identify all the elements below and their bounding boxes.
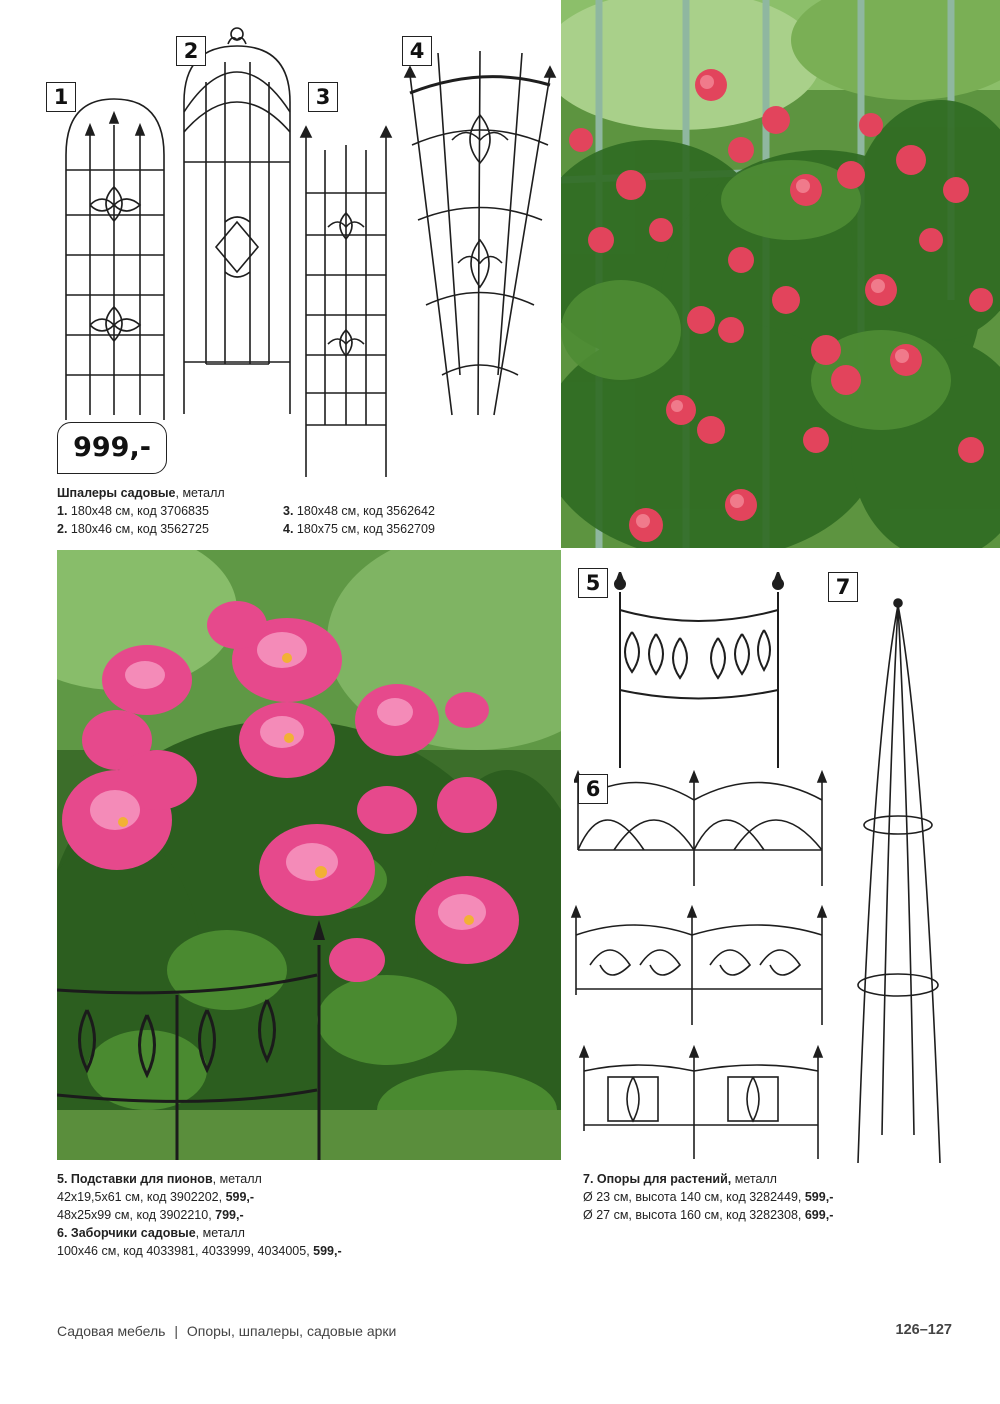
item-number-5: 5 <box>578 568 608 598</box>
trellis-4-illustration <box>402 45 560 420</box>
plant-support-caption-title <box>583 1170 777 1188</box>
variant-text: 180х75 см, код 3562709 <box>293 522 435 536</box>
rose-bush-photo <box>561 0 1000 548</box>
plant-support-obelisk-illustration <box>852 595 946 1165</box>
fence-title: 6. Заборчики садовые <box>57 1226 196 1240</box>
peony-stand-title: 5. Подставки для пионов <box>57 1172 213 1186</box>
garden-fence-illustration-a <box>574 770 828 888</box>
variant-text: 180х48 см, код 3706835 <box>67 504 209 518</box>
garden-fence-illustration-b <box>570 905 828 1027</box>
variant-number: 4. <box>283 522 294 536</box>
plant-support-variant-1 <box>583 1188 833 1206</box>
item-number-7: 7 <box>828 572 858 602</box>
trellis-price: 999,- <box>57 422 167 474</box>
peony-bush-photo <box>57 550 561 1160</box>
plant-support-material: металл <box>731 1172 777 1186</box>
garden-fence-illustration-c <box>578 1045 824 1161</box>
item-number-3: 3 <box>308 82 338 112</box>
trellis-title: Шпалеры садовые <box>57 486 176 500</box>
variant-text: 180х46 см, код 3562725 <box>67 522 209 536</box>
fence-variant-1 <box>57 1242 342 1260</box>
trellis-caption-title <box>57 484 225 502</box>
item-number-4: 4 <box>402 36 432 66</box>
peony-stand-caption-title <box>57 1170 262 1188</box>
variant-text: 42х19,5х61 см, код 3902202, <box>57 1190 226 1204</box>
item-number-1: 1 <box>46 82 76 112</box>
variant-price: 699,- <box>804 1208 834 1222</box>
trellis-variant-3 <box>283 502 435 520</box>
variant-text: 48х25х99 см, код 3902210, <box>57 1208 216 1222</box>
item-number-2: 2 <box>176 36 206 66</box>
peony-stand-variant-1 <box>57 1188 254 1206</box>
plant-support-title: 7. Опоры для растений, <box>583 1172 732 1186</box>
variant-price: 599,- <box>225 1190 255 1204</box>
footer-subsection: Опоры, шпалеры, садовые арки <box>186 1323 397 1339</box>
variant-number: 2. <box>57 522 68 536</box>
trellis-3-illustration <box>298 125 393 480</box>
trellis-variant-1 <box>57 502 209 520</box>
item-number-6: 6 <box>578 774 608 804</box>
variant-text: Ø 27 см, высота 160 см, код 3282308, <box>583 1208 805 1222</box>
variant-text: Ø 23 см, высота 140 см, код 3282449, <box>583 1190 805 1204</box>
trellis-variant-4 <box>283 520 435 538</box>
footer-section: Садовая мебель <box>57 1323 166 1339</box>
plant-support-variant-2 <box>583 1206 833 1224</box>
footer-separator: | <box>174 1323 178 1339</box>
variant-text: 180х48 см, код 3562642 <box>293 504 435 518</box>
variant-number: 3. <box>283 504 294 518</box>
peony-stand-material: , металл <box>212 1172 262 1186</box>
variant-price: 599,- <box>313 1244 342 1258</box>
peony-stand-variant-2 <box>57 1206 244 1224</box>
trellis-1-illustration <box>60 95 172 425</box>
variant-text: 100х46 см, код 4033981, 4033999, 4034005, <box>57 1244 314 1258</box>
page-numbers: 126–127 <box>895 1322 952 1338</box>
variant-price: 599,- <box>804 1190 834 1204</box>
trellis-2-illustration <box>180 22 295 418</box>
peony-stand-illustration <box>608 572 788 772</box>
variant-price: 799,- <box>215 1208 244 1222</box>
variant-number: 1. <box>57 504 68 518</box>
fence-material: , металл <box>195 1226 245 1240</box>
footer-breadcrumb <box>57 1323 396 1339</box>
trellis-variant-2 <box>57 520 209 538</box>
trellis-material: , металл <box>175 486 225 500</box>
fence-caption-title <box>57 1224 245 1242</box>
